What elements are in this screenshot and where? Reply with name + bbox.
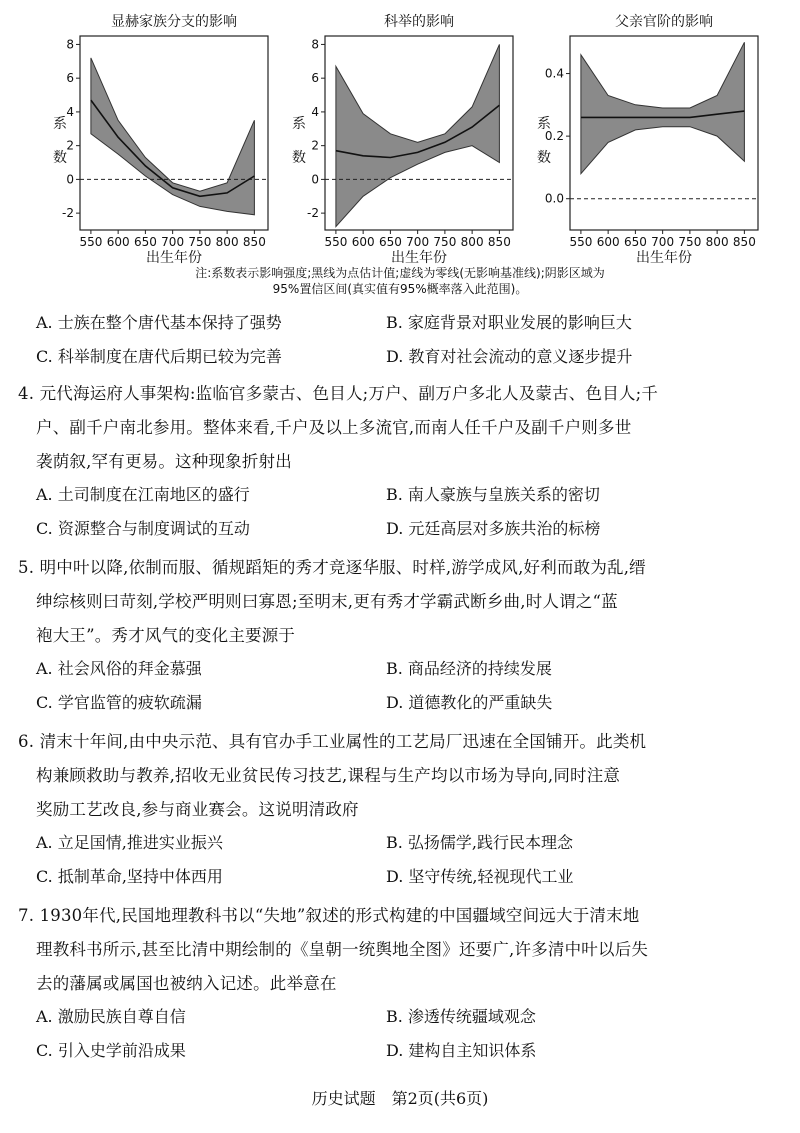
q5-stem-line3: 袍大王”。秀才风气的变化主要源于 xyxy=(36,626,296,645)
x-tick-label: 700 xyxy=(161,235,185,249)
y-tick-label: 0 xyxy=(311,172,319,187)
q5-option-c[interactable]: C. 学官监管的疲软疏漏 xyxy=(36,693,202,712)
confidence-band xyxy=(581,42,745,173)
chart-svg-0 xyxy=(40,8,280,270)
q5-stem-line2: 绅综核则曰苛刻,学校严明则曰寡恩;至明末,更有秀才学霸武断乡曲,时人谓之“蓝 xyxy=(36,592,618,611)
x-tick-label: 750 xyxy=(678,235,702,249)
chart-title: 显赫家族分支的影响 xyxy=(111,14,237,30)
y-tick-label: -2 xyxy=(62,206,74,221)
x-tick-label: 550 xyxy=(79,235,103,249)
q7-option-c[interactable]: C. 引入史学前沿成果 xyxy=(36,1041,186,1060)
y-tick-label: 8 xyxy=(311,37,319,52)
q3-option-d[interactable]: D. 教育对社会流动的意义逐步提升 xyxy=(386,347,633,366)
q7-options-row2 xyxy=(36,1038,776,1064)
chart-note xyxy=(100,265,700,297)
x-tick-label: 650 xyxy=(133,235,157,249)
q5-options-row2 xyxy=(36,690,776,716)
x-tick-label: 700 xyxy=(406,235,430,249)
y-tick-label: 0.2 xyxy=(544,129,564,144)
x-tick-label: 600 xyxy=(351,235,375,249)
q3-options-row1 xyxy=(36,310,776,336)
y-tick-label: 0 xyxy=(66,172,74,187)
q4-options-row2 xyxy=(36,516,776,542)
x-axis-label: 出生年份 xyxy=(391,250,447,266)
q4-option-d[interactable]: D. 元廷高层对多族共治的标榜 xyxy=(386,519,601,538)
q7-options-row1 xyxy=(36,1004,776,1030)
q3-option-b[interactable]: B. 家庭背景对职业发展的影响巨大 xyxy=(386,313,632,332)
q5-option-b[interactable]: B. 商品经济的持续发展 xyxy=(386,659,552,678)
x-tick-label: 800 xyxy=(705,235,729,249)
q6-option-c[interactable]: C. 抵制革命,坚持中体西用 xyxy=(36,867,223,886)
q4-option-b[interactable]: B. 南人豪族与皇族关系的密切 xyxy=(386,485,600,504)
chart-note-line2: 95%置信区间(真实值有95%概率落入此范围)。 xyxy=(272,282,528,296)
x-tick-label: 800 xyxy=(460,235,484,249)
q4-stem-line1: 4. 元代海运府人事架构:监临官多蒙古、色目人;万户、副万户多北人及蒙古、色目人;千 xyxy=(18,384,659,403)
chart-title: 父亲官阶的影响 xyxy=(615,14,713,30)
chart-title: 科举的影响 xyxy=(384,14,454,30)
q4-option-c[interactable]: C. 资源整合与制度调试的互动 xyxy=(36,519,250,538)
x-tick-label: 650 xyxy=(378,235,402,249)
x-tick-label: 750 xyxy=(188,235,212,249)
y-axis-label: 系 xyxy=(292,116,306,132)
q7-option-d[interactable]: D. 建构自主知识体系 xyxy=(386,1041,537,1060)
x-tick-label: 550 xyxy=(569,235,593,249)
q3-option-c[interactable]: C. 科举制度在唐代后期已较为完善 xyxy=(36,347,282,366)
q5-option-a[interactable]: A. 社会风俗的拜金慕强 xyxy=(36,659,202,678)
y-tick-label: 4 xyxy=(311,104,319,119)
q7-option-b[interactable]: B. 渗透传统疆域观念 xyxy=(386,1007,536,1026)
q5-stem-line1: 5. 明中叶以降,依制而服、循规蹈矩的秀才竞逐华服、时样,游学成风,好利而敢为乱,缙 xyxy=(18,558,646,577)
q4-options-row1 xyxy=(36,482,776,508)
y-tick-label: 6 xyxy=(311,71,319,86)
chart-svg-1 xyxy=(285,8,525,270)
y-tick-label: 0.4 xyxy=(544,66,564,81)
q7-stem-line1: 7. 1930年代,民国地理教科书以“失地”叙述的形式构建的中国疆域空间远大于清末地 xyxy=(18,906,640,925)
page-footer: 历史试题 第2页(共6页) xyxy=(311,1089,489,1108)
y-tick-label: 0.0 xyxy=(544,191,564,206)
chart-prominent-clan xyxy=(40,8,280,270)
chart-keju xyxy=(285,8,525,270)
y-tick-label: 8 xyxy=(66,37,74,52)
q6-option-b[interactable]: B. 弘扬儒学,践行民本理念 xyxy=(386,833,574,852)
q4-stem-line2: 户、副千户南北参用。整体来看,千户及以上多流官,而南人任千户及副千户则多世 xyxy=(36,418,632,437)
q4-option-a[interactable]: A. 土司制度在江南地区的盛行 xyxy=(36,485,250,504)
y-tick-label: -2 xyxy=(307,206,319,221)
chart-note-line1: 注:系数表示影响强度;黑线为点估计值;虚线为零线(无影响基准线);阴影区域为 xyxy=(195,266,605,280)
q6-options-row1 xyxy=(36,830,776,856)
q6-option-a[interactable]: A. 立足国情,推进实业振兴 xyxy=(36,833,223,852)
y-axis-label: 数 xyxy=(537,150,551,166)
x-tick-label: 700 xyxy=(651,235,675,249)
x-axis-label: 出生年份 xyxy=(636,250,692,266)
q4-stem-line3: 袭荫叙,罕有更易。这种现象折射出 xyxy=(36,452,292,471)
q5-options-row1 xyxy=(36,656,776,682)
y-tick-label: 2 xyxy=(66,138,74,153)
y-tick-label: 4 xyxy=(66,104,74,119)
q7-option-a[interactable]: A. 激励民族自尊自信 xyxy=(36,1007,186,1026)
q6-options-row2 xyxy=(36,864,776,890)
x-axis-label: 出生年份 xyxy=(146,250,202,266)
q6-stem-line2: 构兼顾救助与教养,招收无业贫民传习技艺,课程与生产均以市场为导向,同时注意 xyxy=(36,766,621,785)
x-tick-label: 650 xyxy=(623,235,647,249)
x-tick-label: 550 xyxy=(324,235,348,249)
q6-stem-line3: 奖励工艺改良,参与商业赛会。这说明清政府 xyxy=(36,800,359,819)
y-axis-label: 系 xyxy=(537,116,551,132)
q6-stem-line1: 6. 清末十年间,由中央示范、具有官办手工业属性的工艺局厂迅速在全国铺开。此类机 xyxy=(18,732,647,751)
y-tick-label: 2 xyxy=(311,138,319,153)
x-tick-label: 850 xyxy=(242,235,266,249)
chart-father-rank xyxy=(530,8,770,270)
x-tick-label: 850 xyxy=(487,235,511,249)
y-axis-label: 数 xyxy=(53,150,67,166)
q3-option-a[interactable]: A. 士族在整个唐代基本保持了强势 xyxy=(36,313,282,332)
x-tick-label: 600 xyxy=(596,235,620,249)
y-axis-label: 数 xyxy=(292,150,306,166)
x-tick-label: 800 xyxy=(215,235,239,249)
q3-options-row2 xyxy=(36,344,776,370)
q7-stem-line3: 去的藩属或属国也被纳入记述。此举意在 xyxy=(36,974,337,993)
coefficient-charts xyxy=(40,8,770,270)
x-tick-label: 600 xyxy=(106,235,130,249)
confidence-band xyxy=(336,44,500,226)
x-tick-label: 850 xyxy=(732,235,756,249)
x-tick-label: 750 xyxy=(433,235,457,249)
y-axis-label: 系 xyxy=(53,116,67,132)
q5-option-d[interactable]: D. 道德教化的严重缺失 xyxy=(386,693,553,712)
chart-svg-2 xyxy=(530,8,770,270)
q7-stem-line2: 理教科书所示,甚至比清中期绘制的《皇朝一统舆地全图》还要广,许多清中叶以后失 xyxy=(36,940,649,959)
y-tick-label: 6 xyxy=(66,71,74,86)
q6-option-d[interactable]: D. 坚守传统,轻视现代工业 xyxy=(386,867,574,886)
